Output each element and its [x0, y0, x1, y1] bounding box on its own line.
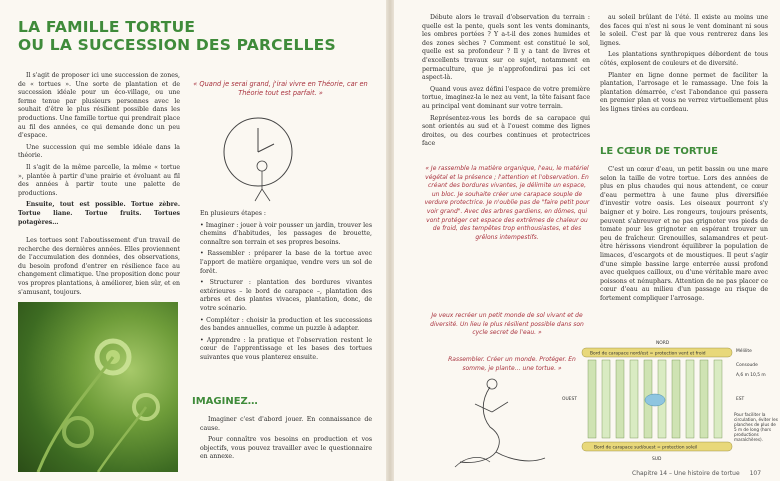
paragraph: Représentez-vous les bords de sa carapace qui sont orientés au sud et à l'ouest comme des lignes droites, ou des courbes continues et protectrices face: [422, 114, 590, 148]
paragraph: Pour connaître vos besoins en production et vos objectifs, vous pouvez travailler avec le questionnaire en annexe.: [200, 436, 372, 461]
clock-character-drawing: [200, 104, 320, 204]
chapter-title: Chapitre 14 – Une histoire de tortue: [632, 470, 740, 477]
diagram-top-band-label: Bord de carapace nord/est = protection vent et froid: [590, 351, 706, 357]
paragraph: Les plantations synthropiques débordent de tous côtés, explosent de couleurs et de diversité.: [600, 51, 768, 67]
section-heading-coeur: LE CŒUR DE TORTUE: [600, 146, 718, 157]
fern-fronds-image: [18, 302, 178, 472]
diagram-legend-consoude: Consoude: [736, 363, 758, 368]
page-title: LA FAMILLE TORTUE OU LA SUCCESSION DES PARCELLES: [18, 18, 336, 54]
fern-photo: [18, 302, 178, 472]
water-heart-pond: [645, 394, 665, 406]
book-gutter: [386, 0, 394, 481]
quote-theory: « Quand je serai grand, j'irai vivre en Théorie, car en Théorie tout est parfait. »: [193, 80, 368, 97]
list-item: • Apprendre : la pratique et l'observation restent le cœur de l'apprentissage et les bases des tortues suivantes que vous planterez ensuite.: [200, 336, 372, 361]
section-heading-imaginez: IMAGINEZ…: [192, 396, 258, 407]
list-item: • Structurer : plantation des bordures vivantes extérieures – le bord de carapace –, plantation des arbres et des plantes vivaces, plantation, donc, de votre scénario.: [200, 279, 372, 312]
page-number: 107: [749, 470, 762, 477]
paragraph: Une succession qui me semble idéale dans la théorie.: [18, 143, 180, 160]
list-item: • Imaginer : jouer à voir pousser un jardin, trouver les chemins d'habitudes, les passages de brouette, connaître son terrain et ses propres besoins.: [200, 221, 372, 246]
paragraph: Débute alors le travail d'observation du terrain : quelle est la pente, quels sont les vents dominants, les ombres portées ? Y a-t-il des zones humides et des zones sèches ? Comment est constitué le sol, quelle est sa profondeur ? Il y a tant de livres et d'excellents travaux sur ce sujet, notamment en permaculture, que je n'approfondirai pas ici cet aspect-là.: [422, 14, 590, 82]
quote-tortue: Rassembler. Créer un monde. Protéger. En somme, je plante… une tortue. »: [448, 356, 576, 372]
left-column-1: [18, 72, 180, 300]
quote-rassembler: « Je rassemble la matière organique, l'eau, le matériel végétal et la présence ; l'attention et l'observation. En créant des bordures vivantes, je délimite un espace, un bloc. Je souhaite créer une carapace souple de verdure protectrice. Je n'oublie pas de "faire petit pour voir grand". Avec des arbres gardiens, en dômes, qui vont protéger cet espace des extrêmes de chaleur ou de froid, des tempêtes trop enthousiastes, et des grêlons intempestifs.: [424, 165, 590, 241]
diagram-legend-dimensions: A,6 m 10,5 m: [736, 373, 766, 378]
diagram-south-label: SUD: [652, 457, 662, 462]
paragraph: Planter en ligne donne permet de faciliter la plantation, l'arrosage et le ramassage. Une fois la plantation démarrée, c'est l'abondance qui passera en premier plan et vous ne verrez virtuellement plus les lignes tirées au cordeau.: [600, 71, 768, 113]
right-column-2-top: [600, 14, 768, 118]
paragraph: En plusieurs étapes :: [200, 210, 266, 217]
diagram-north-label: NORD: [656, 341, 670, 346]
right-column-2-coeur: [600, 166, 768, 307]
diagram-bottom-band-label: Bord de carapace sud/ouest = protection soleil: [594, 445, 698, 451]
paragraph: Les tortues sont l'aboutissement d'un travail de recherche des dernières années. Elles proviennent de l'accumulation des données, des observations, du besoin profond d'entrer en résilience face au changement climatique. Une proposition donc pour vos propres plantations, à améliorer, bien sûr, et en s'amusant, toujours.: [18, 237, 180, 296]
left-column-2-after: [200, 416, 372, 465]
paragraph: Il s'agit de proposer ici une succession de zones, de « tortues ». Une sorte de plantation et de succession idéale pour un éco-village, ou une ferme tenue par plusieurs personnes avec le souhait d'être le plus résilient possible dans les productions. Une famille tortue qui prendrait place au fil des années, ce qui demande donc un peu d'espace.: [18, 72, 180, 140]
left-column-2: [200, 210, 372, 366]
paragraph: Il s'agit de la même parcelle, la même « tortue », plantée à partir d'une prairie et évoluant au fil des années à partir toute une palette de productions.: [18, 163, 180, 197]
diagram-legend-melilite: Mélilite: [736, 349, 752, 354]
right-column-1: [422, 14, 590, 152]
paragraph: Imaginer c'est d'abord jouer. En connaissance de cause.: [200, 416, 372, 432]
diagram-east-label: EST: [736, 397, 745, 402]
turtle-plot-diagram: [560, 338, 770, 468]
diagram-legend-circulation: Pour faciliter la circulation, éviter les planches de plus de 5 m de long (hors productions maraîchères).: [734, 412, 778, 442]
paragraph: au soleil brûlant de l'été. Il existe au moins une des faces qui n'est ni sous le vent dominant ni sous le soleil. C'est par là que vous rentrerez dans les lignes.: [600, 14, 768, 47]
turtle-character-drawing: [420, 372, 570, 472]
quote-petit-monde: Je veux recréer un petit monde de sol vivant et de diversité. Un lieu le plus résilient possible dans son cycle secret de l'eau. »: [430, 312, 584, 337]
diagram-west-label: OUEST: [562, 397, 577, 402]
paragraph: C'est un cœur d'eau, un petit bassin ou une mare selon la taille de votre tortue. Lors des années de plus en plus chaudes qui nous attendent, ce cœur d'eau permettra à une faune plus diversifiée d'investir votre oasis. Les oiseaux pourront s'y baigner et y boire. Les rongeurs, toujours présents, peuvent s'abreuver et ne pas grignoter vos pieds de tomate pour les grignoter en espérant trouver un peu de fraîcheur. Grenouilles, salamandres et peut-être hérissons viendront équilibrer la population de limaces, d'escargots et de moustiques. Il peut s'agir d'une simple bassine large enterrée aussi profond avec quelques cailloux, ou d'une véritable mare avec poissons et nénuphars. Attention de ne pas placer ce cœur d'eau au milieu d'un passage au risque de fortement compliquer l'arrosage.: [600, 166, 768, 302]
page-footer: [632, 470, 761, 477]
paragraph: Quand vous avez défini l'espace de votre première tortue, imaginez-la le nez au vent, la tête faisant face au principal vent dominant sur votre terrain.: [422, 85, 590, 110]
list-item: • Compléter : choisir la production et les successions des bandes annuelles, comme un puzzle à adapter.: [200, 316, 372, 333]
list-item: • Rassembler : préparer la base de la tortue avec l'apport de matière organique, vendre vers un sol de forêt.: [200, 250, 372, 275]
paragraph: Ensuite, tout est possible. Tortue zèbre. Tortue liane. Tortue fruits. Tortues potagères…: [18, 201, 180, 226]
